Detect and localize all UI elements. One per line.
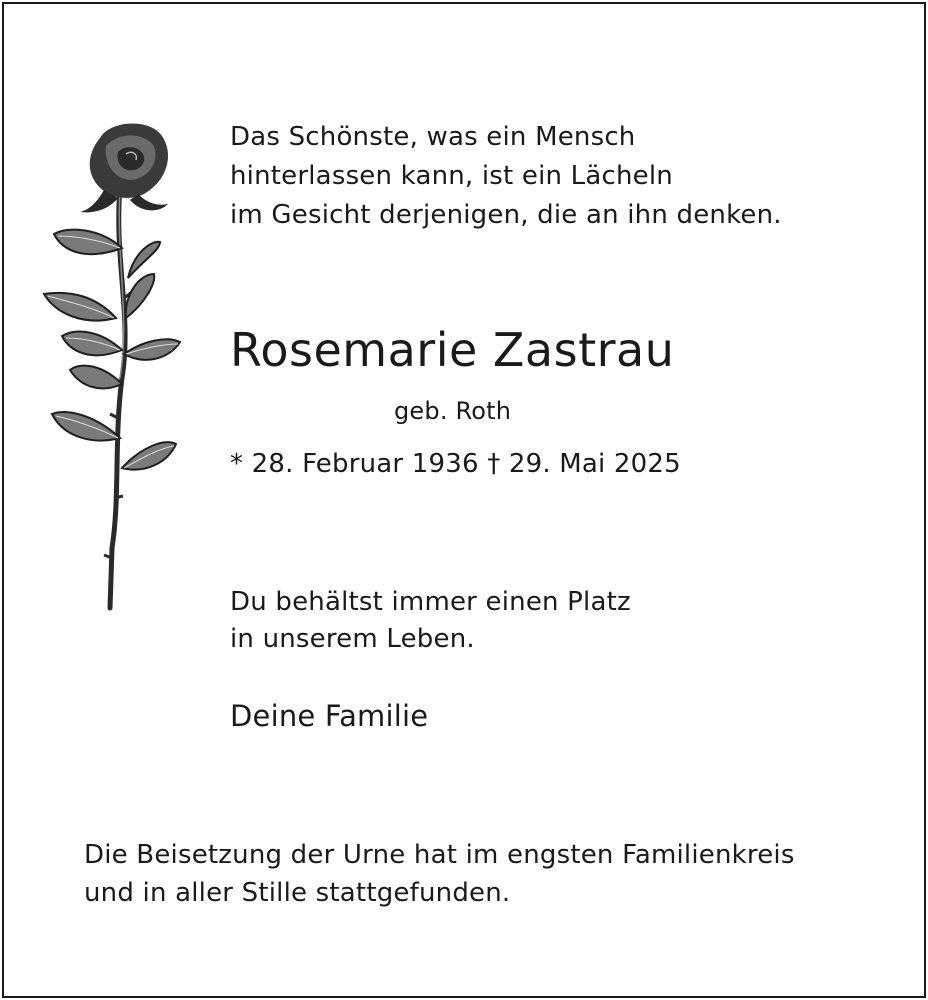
- family-signature: Deine Familie: [230, 699, 429, 733]
- quote-line: Das Schönste, was ein Mensch: [230, 122, 636, 152]
- obituary-frame: [2, 2, 926, 998]
- life-dates: * 28. Februar 1936 † 29. Mai 2025: [230, 449, 681, 479]
- quote-line: im Gesicht derjenigen, die an ihn denken.: [230, 200, 782, 230]
- farewell-verse: [230, 584, 631, 658]
- quote-line: hinterlassen kann, ist ein Lächeln: [230, 161, 673, 191]
- note-line: Die Beisetzung der Urne hat im engsten Familienkreis: [84, 840, 795, 870]
- verse-line: Du behältst immer einen Platz: [230, 587, 631, 617]
- verse-line: in unserem Leben.: [230, 624, 475, 654]
- memorial-quote: [230, 118, 782, 235]
- note-line: und in aller Stille stattgefunden.: [84, 878, 511, 908]
- deceased-name: Rosemarie Zastrau: [230, 323, 675, 377]
- burial-note: [84, 836, 795, 912]
- rose-icon: [40, 118, 184, 612]
- maiden-name: geb. Roth: [394, 397, 512, 425]
